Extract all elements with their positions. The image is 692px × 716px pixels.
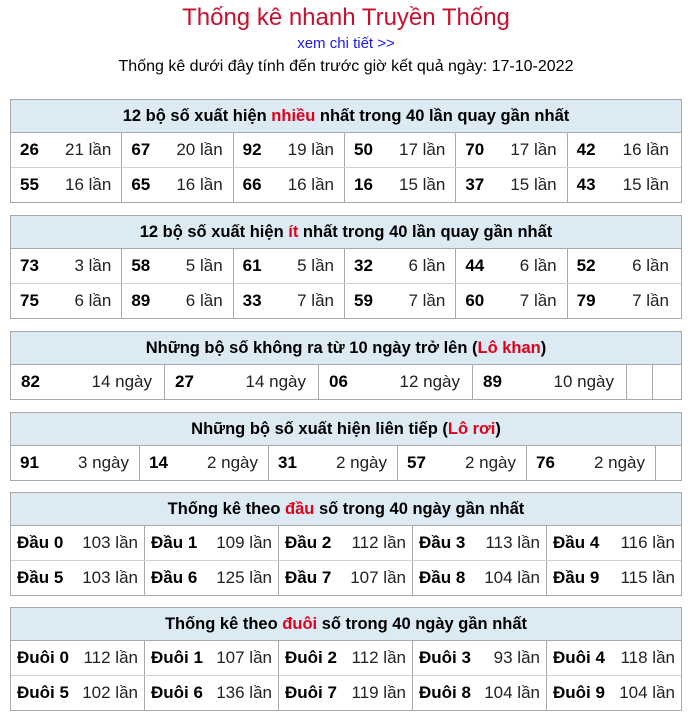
heading-highlight: Lô rơi — [447, 420, 496, 438]
count: 21 lần — [65, 140, 112, 159]
label: Đuôi 2 — [285, 648, 337, 667]
count: 2 ngày — [464, 453, 516, 472]
number: 26 — [20, 140, 39, 159]
number: 61 — [242, 256, 262, 275]
number: 91 — [20, 453, 39, 472]
number: 65 — [131, 175, 151, 194]
count: 136 lần — [216, 683, 272, 702]
number: 50 — [353, 140, 373, 159]
label: Đầu 0 — [17, 533, 64, 552]
count: 12 ngày — [399, 372, 460, 391]
stat-cell — [568, 249, 679, 283]
heading-highlight: nhiều — [271, 107, 316, 125]
stat-cell — [568, 284, 679, 318]
count: 14 ngày — [245, 372, 306, 391]
count: 16 lần — [622, 140, 669, 159]
table-row — [11, 365, 681, 399]
duoi-heading — [11, 608, 681, 641]
stat-cell — [234, 284, 345, 318]
number: 55 — [20, 175, 39, 194]
number: 14 — [149, 453, 168, 472]
stat-cell — [11, 526, 145, 560]
stat-cell — [11, 561, 145, 595]
stat-cell — [456, 133, 567, 167]
stat-cell — [345, 249, 456, 283]
number: 66 — [242, 175, 262, 194]
count: 112 lần — [351, 533, 406, 552]
count: 107 lần — [216, 648, 272, 667]
most-frequent-table — [10, 99, 682, 203]
count: 10 ngày — [553, 372, 614, 391]
count: 3 ngày — [77, 453, 129, 472]
stat-cell — [345, 133, 456, 167]
label: Đầu 6 — [151, 568, 198, 587]
page-subtitle: Thống kê dưới đây tính đến trước giờ kết quả ngày: 17-10-2022 — [118, 58, 574, 75]
stat-cell — [145, 641, 279, 675]
stat-cell — [11, 446, 140, 480]
count: 104 lần — [484, 568, 540, 587]
most-frequent-heading — [11, 100, 681, 133]
count: 7 lần — [632, 291, 669, 310]
label: Đuôi 0 — [17, 648, 69, 667]
dau-heading — [11, 493, 681, 526]
count: 102 lần — [82, 683, 138, 702]
count: 2 ngày — [206, 453, 258, 472]
label: Đầu 1 — [151, 533, 198, 552]
stat-cell — [122, 284, 233, 318]
page-title: Thống kê nhanh Truyền Thống — [182, 4, 510, 31]
table-row — [11, 446, 681, 480]
label: Đầu 3 — [419, 533, 466, 552]
empty-cell — [656, 446, 681, 480]
count: 2 ngày — [593, 453, 645, 472]
count: 16 lần — [65, 175, 112, 194]
stat-cell — [345, 168, 456, 202]
number: 60 — [465, 291, 485, 310]
label: Đuôi 3 — [419, 648, 471, 667]
stat-cell — [279, 526, 413, 560]
heading-text: ) — [495, 420, 501, 438]
count: 6 lần — [185, 291, 223, 310]
label: Đầu 7 — [285, 568, 332, 587]
stat-cell — [145, 561, 279, 595]
count: 103 lần — [82, 533, 138, 552]
label: Đuôi 9 — [553, 683, 605, 702]
count: 103 lần — [82, 568, 138, 587]
least-frequent-table — [10, 215, 682, 319]
count: 112 lần — [83, 648, 138, 667]
stat-cell — [547, 526, 681, 560]
count: 14 ngày — [91, 372, 152, 391]
stat-cell — [568, 133, 679, 167]
stat-cell — [122, 249, 233, 283]
dau-table — [10, 492, 682, 596]
stat-cell — [11, 641, 145, 675]
number: 76 — [536, 453, 555, 472]
heading-highlight: đuôi — [282, 615, 318, 633]
number: 82 — [21, 372, 40, 391]
label: Đầu 4 — [553, 533, 600, 552]
count: 20 lần — [176, 140, 223, 159]
label: Đuôi 8 — [419, 683, 471, 702]
count: 104 lần — [619, 683, 675, 702]
stat-cell — [145, 526, 279, 560]
count: 113 lần — [485, 533, 540, 552]
stat-cell — [568, 168, 679, 202]
number: 44 — [465, 256, 485, 275]
number: 59 — [353, 291, 373, 310]
count: 15 lần — [398, 175, 446, 194]
label: Đầu 2 — [285, 533, 332, 552]
number: 33 — [242, 291, 262, 310]
table-row — [11, 283, 681, 318]
label: Đầu 5 — [17, 568, 64, 587]
stat-cell — [11, 168, 122, 202]
label: Đuôi 4 — [553, 648, 605, 667]
heading-text: Những bộ số không ra từ 10 ngày trở lên ( — [145, 339, 478, 357]
stat-cell — [234, 249, 345, 283]
number: 43 — [576, 175, 596, 194]
heading-text: 12 bộ số xuất hiện — [139, 223, 289, 241]
count: 125 lần — [216, 568, 272, 587]
number: 89 — [131, 291, 151, 310]
stat-cell — [547, 561, 681, 595]
table-row — [11, 133, 681, 167]
stat-cell — [269, 446, 398, 480]
stat-cell — [547, 641, 681, 675]
heading-text: Những bộ số xuất hiện liên tiếp ( — [191, 420, 448, 438]
table-row — [11, 560, 681, 595]
number: 89 — [483, 372, 502, 391]
number: 70 — [465, 140, 485, 159]
lo-khan-heading — [11, 332, 681, 365]
count: 112 lần — [351, 648, 406, 667]
count: 15 lần — [622, 175, 669, 194]
lo-roi-heading — [11, 413, 681, 446]
table-row — [11, 526, 681, 560]
table-row — [11, 675, 681, 710]
heading-text: ) — [540, 339, 547, 357]
count: 19 lần — [287, 140, 334, 159]
heading-highlight: Lô khan — [477, 339, 541, 357]
stat-cell — [473, 365, 627, 399]
details-link[interactable]: xem chi tiết >> — [297, 35, 395, 52]
stat-cell — [234, 133, 345, 167]
table-row — [11, 641, 681, 675]
stat-cell — [11, 284, 122, 318]
count: 6 lần — [632, 256, 669, 275]
number: 06 — [329, 372, 348, 391]
heading-text: nhất trong 40 lần quay gần nhất — [298, 223, 553, 241]
empty-cell — [627, 365, 653, 399]
stat-cell — [11, 365, 165, 399]
stat-cell — [279, 641, 413, 675]
number: 79 — [576, 291, 596, 310]
stat-cell — [145, 676, 279, 710]
empty-cell — [653, 365, 681, 399]
heading-highlight: đầu — [285, 500, 315, 518]
stat-cell — [547, 676, 681, 710]
count: 93 lần — [493, 648, 540, 667]
number: 32 — [353, 256, 373, 275]
duoi-table — [10, 607, 682, 711]
number: 57 — [407, 453, 426, 472]
label: Đuôi 6 — [151, 683, 203, 702]
stat-cell — [234, 168, 345, 202]
count: 7 lần — [519, 291, 557, 310]
number: 42 — [576, 140, 596, 159]
count: 6 lần — [408, 256, 446, 275]
count: 17 lần — [398, 140, 446, 159]
number: 75 — [20, 291, 39, 310]
count: 3 lần — [74, 256, 112, 275]
count: 107 lần — [350, 568, 406, 587]
heading-text: nhất trong 40 lần quay gần nhất — [315, 107, 570, 125]
stat-cell — [11, 249, 122, 283]
count: 116 lần — [620, 533, 675, 552]
stat-cell — [527, 446, 656, 480]
heading-text: Thống kê theo — [164, 615, 283, 633]
stat-cell — [456, 168, 567, 202]
count: 119 lần — [351, 683, 406, 702]
stat-cell — [456, 284, 567, 318]
count: 2 ngày — [335, 453, 387, 472]
stat-cell — [140, 446, 269, 480]
stat-cell — [165, 365, 319, 399]
count: 7 lần — [297, 291, 334, 310]
stat-cell — [413, 526, 547, 560]
stat-cell — [11, 133, 122, 167]
label: Đuôi 5 — [17, 683, 69, 702]
number: 67 — [131, 140, 151, 159]
stat-cell — [319, 365, 473, 399]
count: 109 lần — [216, 533, 272, 552]
number: 27 — [175, 372, 194, 391]
count: 16 lần — [287, 175, 334, 194]
number: 52 — [576, 256, 596, 275]
stat-cell — [11, 676, 145, 710]
stat-cell — [413, 676, 547, 710]
number: 16 — [353, 175, 373, 194]
stat-cell — [345, 284, 456, 318]
label: Đuôi 7 — [285, 683, 337, 702]
stat-cell — [398, 446, 527, 480]
count: 118 lần — [620, 648, 675, 667]
number: 73 — [20, 256, 39, 275]
count: 17 lần — [510, 140, 557, 159]
count: 6 lần — [74, 291, 112, 310]
count: 6 lần — [519, 256, 557, 275]
count: 115 lần — [620, 568, 675, 587]
heading-text: 12 bộ số xuất hiện — [122, 107, 272, 125]
count: 16 lần — [176, 175, 223, 194]
lo-khan-table — [10, 331, 682, 400]
stat-cell — [122, 133, 233, 167]
number: 31 — [278, 453, 297, 472]
stat-cell — [279, 676, 413, 710]
number: 92 — [242, 140, 262, 159]
stat-cell — [122, 168, 233, 202]
number: 58 — [131, 256, 151, 275]
count: 7 lần — [408, 291, 446, 310]
heading-text: Thống kê theo — [167, 500, 286, 518]
count: 15 lần — [510, 175, 557, 194]
label: Đầu 8 — [419, 568, 466, 587]
number: 37 — [465, 175, 485, 194]
stat-cell — [279, 561, 413, 595]
least-frequent-heading — [11, 216, 681, 249]
count: 104 lần — [484, 683, 540, 702]
count: 5 lần — [297, 256, 334, 275]
table-row — [11, 249, 681, 283]
label: Đầu 9 — [553, 568, 600, 587]
heading-text: số trong 40 ngày gần nhất — [314, 500, 525, 518]
stat-cell — [413, 561, 547, 595]
page-header — [0, 0, 692, 78]
label: Đuôi 1 — [151, 648, 203, 667]
lo-roi-table — [10, 412, 682, 481]
stat-cell — [456, 249, 567, 283]
count: 5 lần — [185, 256, 223, 275]
heading-highlight: ít — [288, 223, 299, 241]
table-row — [11, 167, 681, 202]
stat-cell — [413, 641, 547, 675]
heading-text: số trong 40 ngày gần nhất — [317, 615, 528, 633]
